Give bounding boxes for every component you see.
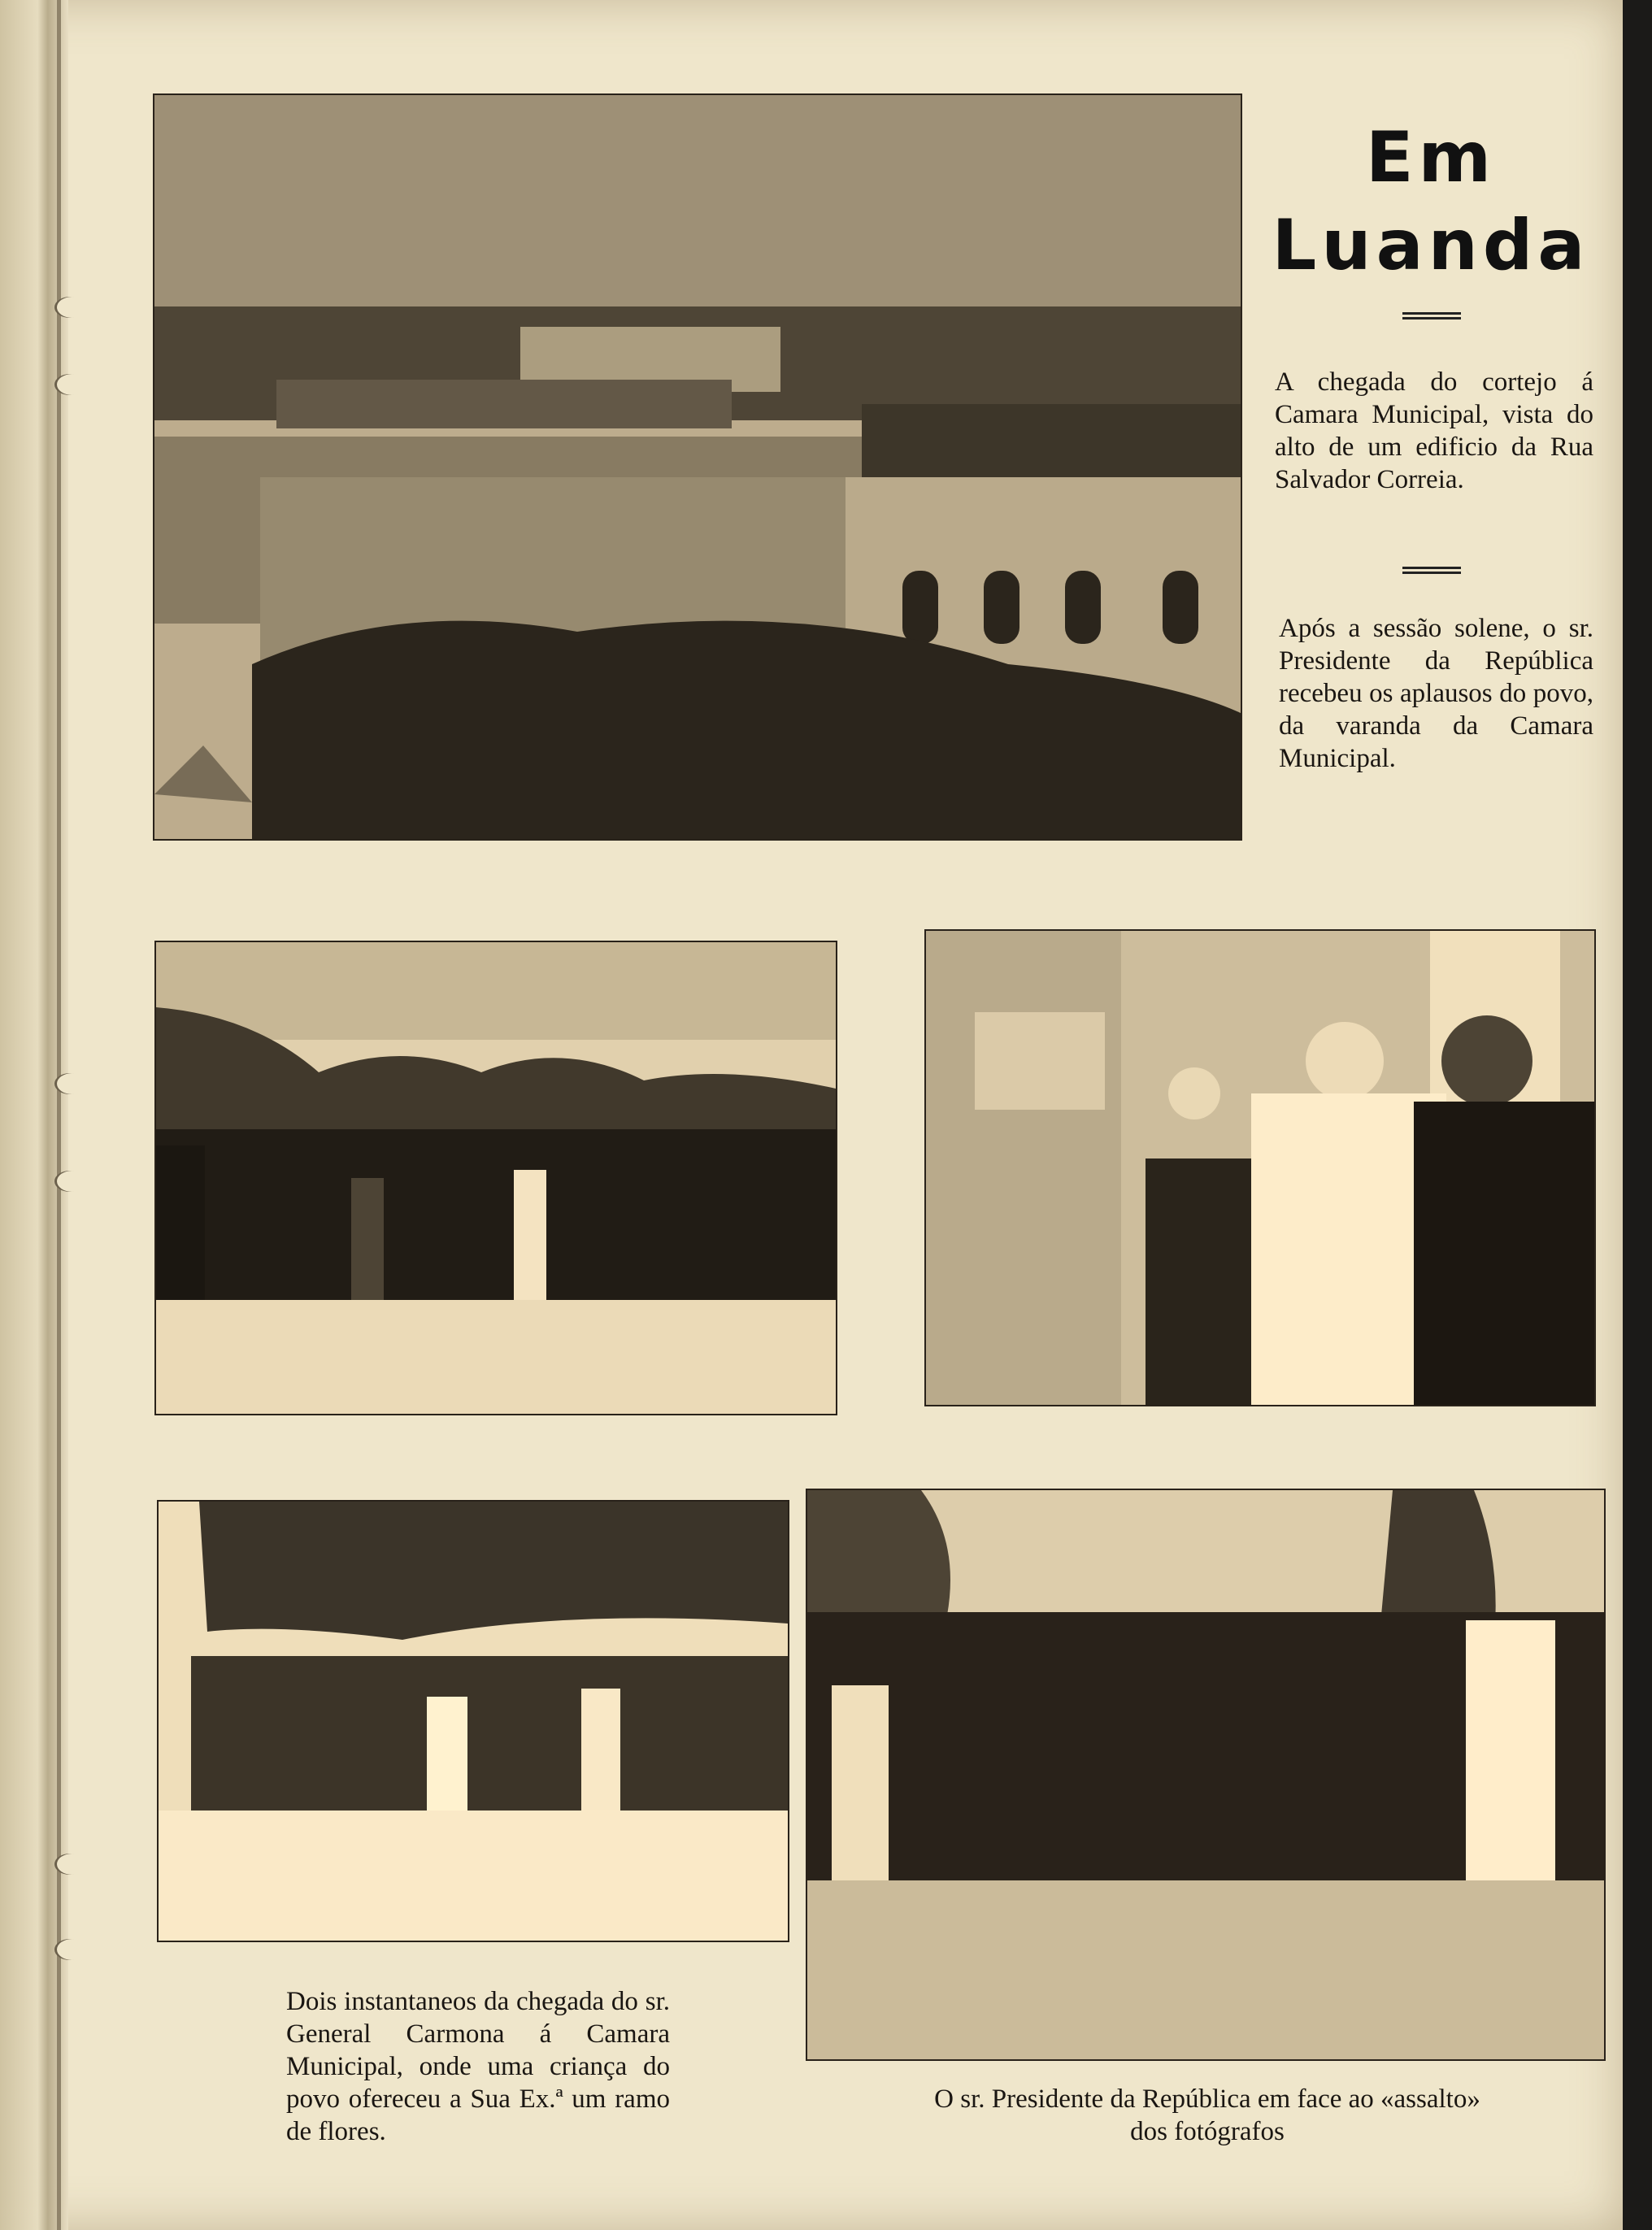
caption-rule bbox=[1402, 567, 1461, 574]
caption-arrival: Dois instantaneos da chegada do sr. General Carmona á Camara Municipal, onde uma criança do povo ofereceu a Sua Ex.ª um ramo de flores. bbox=[286, 1987, 670, 2146]
caption-photographers: O sr. Presidente da República em face ao «assalto» dos fotógrafos bbox=[934, 2084, 1480, 2146]
binding-hole bbox=[57, 1939, 88, 1960]
binding-fold bbox=[57, 0, 61, 2230]
binding-hole bbox=[57, 374, 88, 395]
binding-hole bbox=[57, 1171, 88, 1192]
binding-hole bbox=[57, 297, 88, 318]
binding-hole bbox=[57, 1854, 88, 1875]
photo-city-view bbox=[153, 93, 1242, 841]
title-line-2: Luanda bbox=[1272, 205, 1590, 286]
caption-city-view: A chegada do cortejo á Camara Municipal, vista do alto de um edificio da Rua Salvador Correia. bbox=[1275, 367, 1593, 494]
photo-balcony bbox=[924, 929, 1596, 1406]
photo-procession bbox=[154, 941, 837, 1415]
binding-hole bbox=[57, 1073, 88, 1094]
title-rule bbox=[1402, 312, 1461, 320]
photo-arrival bbox=[157, 1500, 789, 1942]
title-line-1: Em bbox=[1365, 117, 1497, 198]
caption-balcony: Após a sessão solene, o sr. Presidente da República recebeu os aplausos do povo, da varanda da Camara Municipal. bbox=[1279, 614, 1593, 773]
page-title bbox=[1256, 114, 1606, 289]
photo-photographers bbox=[806, 1489, 1606, 2061]
